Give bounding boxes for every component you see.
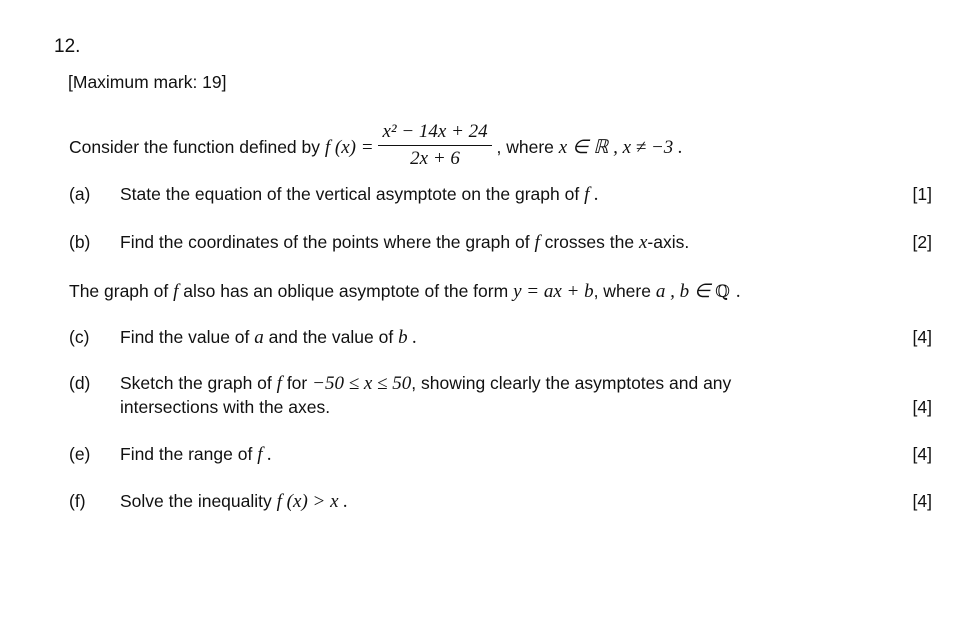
part-b-mark: [2] — [912, 232, 932, 252]
maximum-mark: [Maximum mark: 19] — [68, 72, 227, 92]
part-b-suffix: -axis. — [647, 232, 690, 252]
part-f-label: (f) — [69, 491, 86, 511]
part-e-label: (e) — [69, 444, 91, 464]
part-e-text-a: Find the range of — [120, 444, 253, 464]
part-f-math: f (x) > x . — [276, 491, 349, 512]
part-a-text — [120, 184, 599, 206]
fraction-denominator: 2x + 6 — [410, 148, 460, 169]
rationals-symbol: ℚ . — [715, 282, 741, 302]
part-b-math-f: f — [534, 232, 540, 253]
oblique-text-c: , where — [593, 281, 651, 301]
intro-where: , where — [496, 137, 554, 158]
part-e-math: f . — [257, 444, 272, 465]
question-number: 12. — [54, 36, 81, 57]
oblique-math-f: f — [173, 281, 179, 302]
part-c-text-a: Find the value of — [120, 327, 250, 347]
part-d-mark: [4] — [912, 397, 932, 417]
part-e-text — [120, 444, 272, 466]
oblique-statement — [69, 280, 741, 303]
part-f-text-a: Solve the inequality — [120, 491, 272, 511]
part-a-mark: [1] — [912, 184, 932, 204]
part-d-text-line1 — [120, 373, 731, 395]
part-b-text — [120, 232, 689, 254]
part-b-label: (b) — [69, 232, 91, 252]
part-c-label: (c) — [69, 327, 90, 347]
function-domain: x ∈ ℝ , x ≠ −3 . — [558, 137, 683, 159]
oblique-text-b: also has an oblique asymptote of the form — [183, 281, 509, 301]
part-d-label: (d) — [69, 373, 91, 393]
part-f-mark: [4] — [912, 491, 932, 511]
part-d-text-line2: intersections with the axes. — [120, 397, 331, 417]
part-c-text — [120, 327, 417, 349]
part-d-text-b: for — [286, 373, 308, 393]
part-c-text-b: and the value of — [268, 327, 394, 347]
part-a-prefix: State the equation of the vertical asymptote on the graph of — [120, 184, 580, 204]
part-b-mid: crosses the — [544, 232, 635, 252]
oblique-text-a: The graph of — [69, 281, 169, 301]
oblique-equation: y = ax + b — [513, 281, 594, 302]
oblique-math-ab: a , b ∈ — [655, 281, 711, 302]
part-a-math: f . — [584, 184, 599, 205]
function-lhs: f (x) = — [324, 137, 374, 159]
fraction-numerator: x² − 14x + 24 — [378, 121, 491, 146]
part-d-text-a: Sketch the graph of — [120, 373, 272, 393]
part-c-mark: [4] — [912, 327, 932, 347]
part-c-math-a: a — [254, 327, 264, 348]
part-b-prefix: Find the coordinates of the points where the graph of — [120, 232, 530, 252]
part-e-mark: [4] — [912, 444, 932, 464]
part-a-label: (a) — [69, 184, 91, 204]
part-d-domain-range: −50 ≤ x ≤ 50 — [312, 373, 412, 394]
part-d-text-c: , showing clearly the asymptotes and any — [411, 373, 732, 393]
part-b-math-x: x — [638, 232, 648, 253]
part-d-math-f: f — [276, 373, 282, 394]
function-fraction — [378, 121, 491, 170]
part-c-math-b: b . — [398, 327, 418, 348]
intro-line — [69, 121, 683, 173]
part-f-text — [120, 491, 348, 513]
intro-text: Consider the function defined by — [69, 137, 320, 158]
